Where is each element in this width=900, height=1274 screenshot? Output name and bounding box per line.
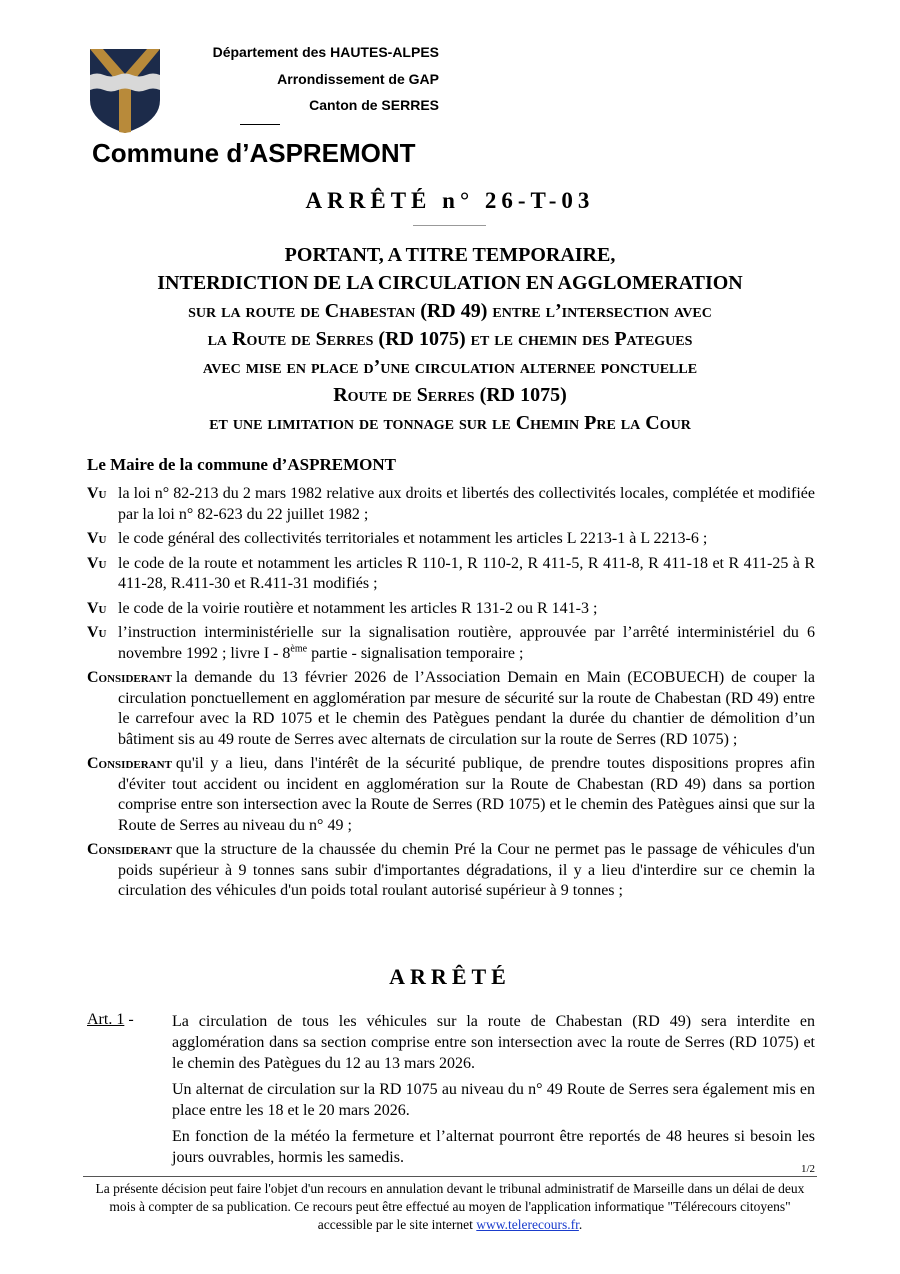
arrete-number: ARRÊTÉ n° 26-T-03 — [305, 188, 595, 213]
visa-item — [87, 623, 815, 664]
visa-text: le code de la voirie routière et notamment les articles R 131-2 ou R 141-3 ; — [118, 599, 598, 617]
title-line: avec mise en place d’une circulation alternee ponctuelle — [202, 356, 698, 378]
article-paragraph: La circulation de tous les véhicules sur la route de Chabestan (RD 49) sera interdite en agglomération dans sa section comprise entre son intersection avec la route de Serres (RD 1075) et le chemin des Patègues du 12 au 13 mars 2026. — [172, 1013, 815, 1072]
visa-text: le code de la route et notamment les articles R 110-1, R 110-2, R 411-5, R 411-8, R 411-18 et R 411-25 à R 411-28, R.411-30 et R.411-31 modifiés ; — [118, 554, 815, 592]
visa-label: Vu — [87, 624, 107, 641]
page-number: 1/2 — [800, 1163, 815, 1175]
considerant-text: la demande du 13 février 2026 de l’Association Demain en Main (ECOBUECH) de couper la circulation ponctuellement en agglomération par mesure de sécurité sur la route de Chabestan (RD 49) entre le carrefour avec la RD 1075 et le chemin des Patègues pendant la durée du chantier de démolition d’un bâtiment sis au 49 route de Serres avec alternats de circulation sur la route de Serres (RD 1075) ; — [118, 669, 815, 748]
visas-list — [87, 484, 815, 906]
visa-item — [87, 529, 815, 550]
article-dash: - — [124, 1011, 134, 1028]
title-line: PORTANT, A TITRE TEMPORAIRE, — [284, 244, 616, 266]
maire-heading: Le Maire de la commune d’ASPREMONT — [87, 455, 396, 474]
article-number: Art. 1 — [87, 1011, 125, 1028]
departement: Département des HAUTES-ALPES — [212, 44, 439, 60]
title-divider — [413, 225, 486, 226]
article-paragraph: En fonction de la météo la fermeture et l’alternat pourront être reportés de 48 heures si besoin les jours ouvrables, hormis les samedis. — [172, 1128, 815, 1166]
title-line: et une limitation de tonnage sur le Chemin Pre la Cour — [209, 412, 691, 434]
visa-text: la loi n° 82-213 du 2 mars 1982 relative aux droits et libertés des collectivités locales, complétée et modifiée par la loi n° 82-623 du 22 juillet 1982 ; — [118, 485, 815, 523]
arrete-title — [60, 241, 840, 437]
header-divider — [240, 124, 280, 125]
visa-text: le code général des collectivités territoriales et notamment les articles L 2213-1 à L 2213-6 ; — [118, 530, 708, 547]
title-line: Route de Serres (RD 1075) — [333, 384, 567, 406]
title-line: INTERDICTION DE LA CIRCULATION EN AGGLOMERATION — [157, 272, 743, 294]
footer-notice — [85, 1180, 815, 1234]
footer-divider — [83, 1176, 817, 1177]
telerecours-link[interactable]: www.telerecours.fr — [476, 1217, 579, 1232]
considerant-item — [87, 840, 815, 902]
article-paragraph: Un alternat de circulation sur la RD 1075 au niveau du n° 49 Route de Serres sera également mis en place entre les 18 et le 20 mars 2026. — [172, 1081, 815, 1119]
article-label — [87, 1011, 134, 1029]
considerant-label: Considerant — [87, 669, 172, 686]
canton: Canton de SERRES — [309, 97, 439, 113]
visa-item — [87, 484, 815, 525]
considerant-item — [87, 754, 815, 836]
visa-label: Vu — [87, 530, 107, 547]
arrete-heading: ARRÊTÉ — [389, 964, 511, 989]
visa-text: l’instruction interministérielle sur la signalisation routière, approuvée par l’arrêté interministériel du 6 novembre 1992 ; livre I - 8 — [118, 624, 815, 662]
coat-of-arms-icon — [89, 48, 161, 134]
footer-end: . — [578, 1217, 583, 1232]
visa-text-after: partie - signalisation temporaire ; — [307, 644, 524, 662]
considerant-item — [87, 668, 815, 750]
visa-label: Vu — [87, 599, 107, 617]
arrondissement: Arrondissement de GAP — [277, 71, 439, 87]
article-1 — [87, 1011, 815, 1173]
considerant-label: Considerant — [87, 841, 172, 858]
visa-label: Vu — [87, 554, 107, 572]
visa-item — [87, 599, 815, 620]
superscript: ème — [290, 643, 308, 655]
commune-name: Commune d’ASPREMONT — [92, 138, 416, 168]
considerant-text: que la structure de la chaussée du chemin Pré la Cour ne permet pas le passage de véhicules d'un poids supérieur à 9 tonnes sans subir d'importantes dégradations, il y a lieu d'interdire sur ce chemin la circulation des véhicules d'un poids total roulant autorisé supérieur à 9 tonnes ; — [118, 841, 815, 899]
visa-item — [87, 554, 815, 595]
title-line: sur la route de Chabestan (RD 49) entre l’intersection avec — [188, 300, 712, 322]
considerant-label: Considerant — [87, 755, 172, 772]
footer-text: La présente décision peut faire l'objet d'un recours en annulation devant le tribunal administratif de Marseille dans un délai de deux mois à compter de sa publication. Ce recours peut être effectué au moyen de l'application informatique "Télérecours citoyens" accessible par le site internet — [95, 1181, 805, 1232]
considerant-text: qu'il y a lieu, dans l'intérêt de la sécurité publique, de prendre toutes dispositions propres afin d'éviter tout accident ou incident en agglomération sur la Route de Chabestan (RD 49) dans sa portion comprise entre son intersection avec la Route de Serres (RD 1075) et le chemin des Patègues ainsi que sur la Route de Serres au niveau du n° 49 ; — [118, 755, 815, 834]
visa-label: Vu — [87, 485, 107, 502]
title-line: la Route de Serres (RD 1075) et le chemin des Pategues — [207, 328, 693, 350]
